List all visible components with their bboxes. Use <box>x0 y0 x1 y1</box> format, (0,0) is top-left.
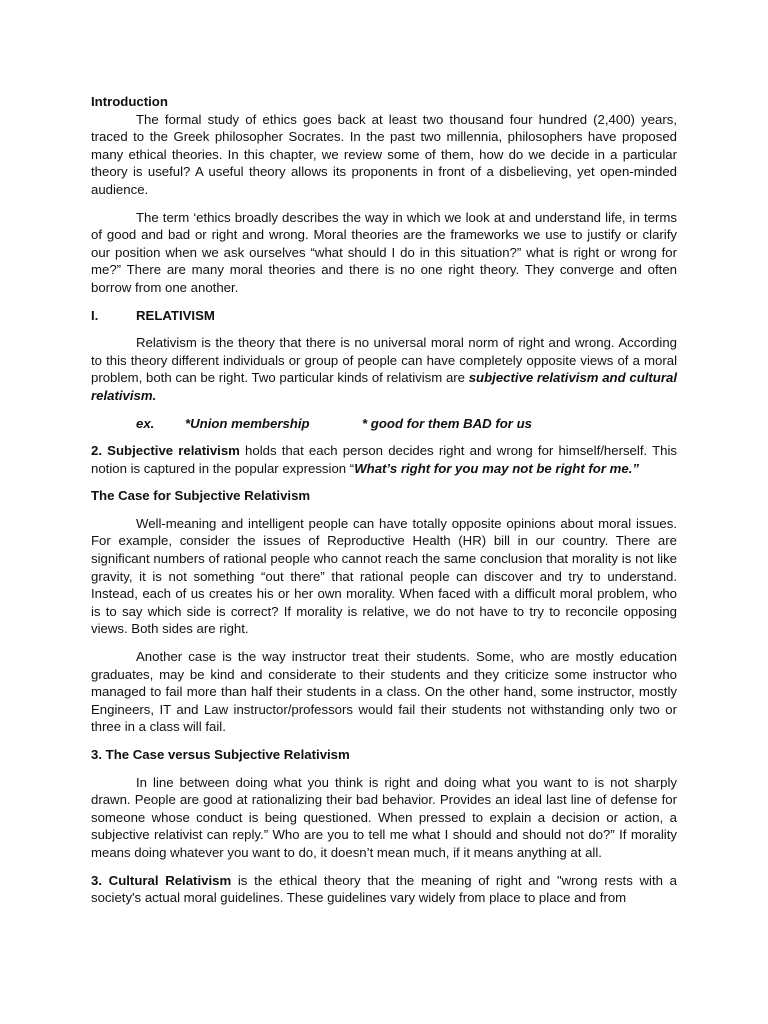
subjective-relativism-text: holds that each person decides right and wrong for himself/herself. This notion is captured in the popular expression “ <box>91 443 677 476</box>
case-for-paragraph-2: Another case is the way instructor treat their students. Some, who are mostly education graduates, may be kind and considerate to their students and they criticize some instructor who managed to fail more than half their students in a class. On the other hand, some instructor, mostly Engineers, IT and Law instructor/professors would fail their students not withstanding only two or three in a class will fail. <box>91 649 677 735</box>
relativism-text: Relativism is the theory that there is no universal moral norm of right and wrong. According to this theory different individuals or group of people can have completely opposite views of a moral problem, both can be right. Two particular kinds of relativism are <box>91 335 677 386</box>
relativism-number: I. <box>91 307 99 323</box>
relativism-title: RELATIVISM <box>136 307 215 323</box>
subjective-relativism-lead: 2. Subjective relativism <box>91 443 240 459</box>
introduction-heading: Introduction <box>91 94 168 109</box>
relativism-emphasis: subjective relativism and cultural relativism. <box>91 370 677 403</box>
example-item-1: *Union membership <box>185 415 310 431</box>
case-for-heading: The Case for Subjective Relativism <box>91 488 311 504</box>
relativism-heading <box>91 307 677 325</box>
relativism-example <box>91 415 677 433</box>
relativism-paragraph <box>91 334 677 404</box>
cultural-relativism-paragraph <box>91 872 677 907</box>
cultural-relativism-text: is the ethical theory that the meaning of right and "wrong rests with a society's actual moral guidelines. These guidelines vary widely from place to place and from <box>91 872 677 906</box>
document-body <box>91 93 677 907</box>
subjective-relativism-quote: What’s right for you may not be right for me.” <box>354 460 639 476</box>
cultural-relativism-lead: 3. Cultural Relativism <box>91 872 232 888</box>
introduction-paragraph-2: The term ‘ethics broadly describes the way in which we look at and understand life, in terms of good and bad or right and wrong. Moral theories are the frameworks we use to justify or clarify our position when we ask ourselves “what should I do in this situation?” what is right or wrong for me?” There are many moral theories and there is no one right theory. They converge and often borrow from one another. <box>91 209 677 295</box>
example-label: ex. <box>136 415 155 431</box>
case-versus-paragraph: In line between doing what you think is right and doing what you want to is not sharply drawn. People are good at rationalizing their bad behavior. Provides an ideal last line of defense for someone whose conduct is being questioned. When pressed to explain a decision or action, a subjective relativist can reply.” Who are you to tell me what I should and should not do?” If morality means doing whatever you want to do, it doesn’t mean much, if it means anything at all. <box>91 774 677 860</box>
example-item-2: * good for them BAD for us <box>362 415 532 431</box>
introduction-paragraph-1: The formal study of ethics goes back at least two thousand four hundred (2,400) years, traced to the Greek philosopher Socrates. In the past two millennia, philosophers have proposed many ethical theories. In this chapter, we review some of them, how do we decide in a particular theory is useful? A useful theory allows its proponents in front of a disbelieving, yet open-minded audience. <box>91 111 677 197</box>
subjective-relativism-paragraph <box>91 442 677 477</box>
case-versus-heading: 3. The Case versus Subjective Relativism <box>91 747 350 762</box>
case-for-paragraph-1: Well-meaning and intelligent people can have totally opposite opinions about moral issues. For example, consider the issues of Reproductive Health (HR) bill in our country. There are significant numbers of rational people who cannot reach the same conclusion that morality is not like gravity, it is not something “out there” that rational people can discover and try to understand. Instead, each of us creates his or her own morality. When faced with a difficult moral problem, who is to say which side is correct? If morality is relative, we do not have to try to reconcile opposing views. Both sides are right. <box>91 515 677 637</box>
